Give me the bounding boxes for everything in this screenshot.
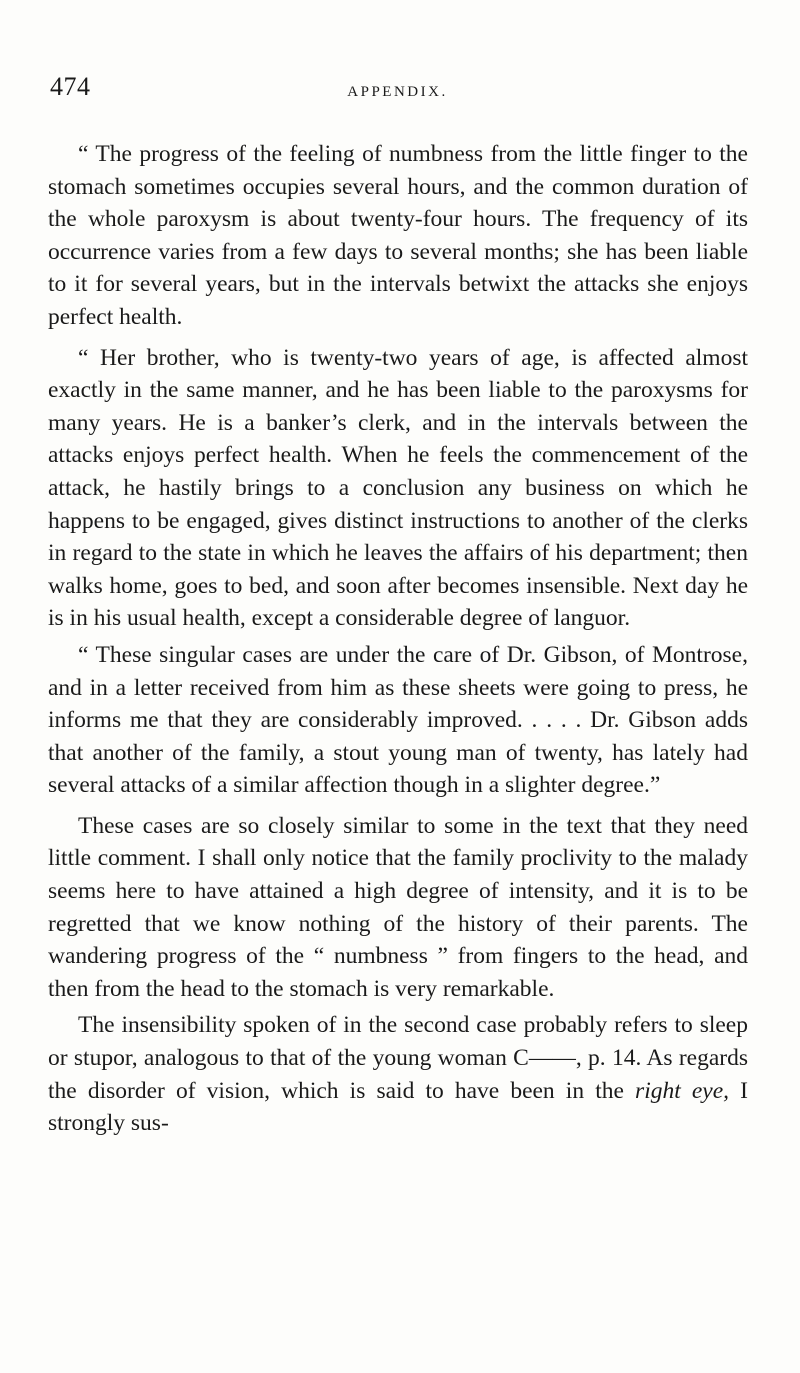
paragraph-insensibility-text: The insensibility spoken of in the second case probably refers to sleep or stupor, analogous to that of the young woman C——, p. 14. As regards the disorder of vision, which is said to have been in the	[48, 1012, 748, 1104]
running-head-title: APPENDIX.	[347, 84, 448, 100]
italic-right-eye: right eye,	[635, 1077, 730, 1104]
running-head	[50, 72, 745, 112]
paragraph-quote-brother: “ Her brother, who is twenty-two years of age, is affected almost exactly in the same manner, and he has been liable to the paroxysms for many years. He is a banker’s clerk, and in the intervals between the attacks enjoys perfect health. When he feels the commencement of the attack, he hastily brings to a conclusion any business on which he happens to be engaged, gives distinct instructions to another of the clerks in regard to the state in which he leaves the affairs of his department; then walks home, goes to bed, and soon after becomes insensible. Next day he is in his usual health, except a considerable degree of languor.	[48, 344, 748, 632]
paragraph-insensibility	[48, 1009, 748, 1139]
paragraph-insensibility-end: I strongly sus-	[48, 1077, 748, 1137]
paragraph-commentary: These cases are so closely similar to some in the text that they need little comment. I shall only notice that the family proclivity to the malady seems here to have attained a high degree of intensity, and it is to be regretted that we know nothing of the history of their parents. The wandering progress of the “ numbness ” from fingers to the head, and then from the head to the stomach is very remarkable.	[48, 812, 748, 1002]
body-text	[48, 138, 748, 1140]
paragraph-quote-dr-gibson: “ These singular cases are under the care of Dr. Gibson, of Montrose, and in a letter received from him as these sheets were going to press, he informs me that they are considerably improved. . . . . Dr. Gibson adds that another of the family, a stout young man of twenty, has lately had several attacks of a similar affection though in a slighter degree.”	[48, 641, 748, 799]
paragraph-quote-numbness: “ The progress of the feeling of numbness from the little finger to the stomach sometimes occupies several hours, and the common duration of the whole paroxysm is about twenty-four hours. The frequency of its occurrence varies from a few days to several months; she has been liable to it for several years, but in the intervals betwixt the attacks she enjoys perfect health.	[48, 141, 748, 330]
page-number: 474	[50, 72, 91, 101]
